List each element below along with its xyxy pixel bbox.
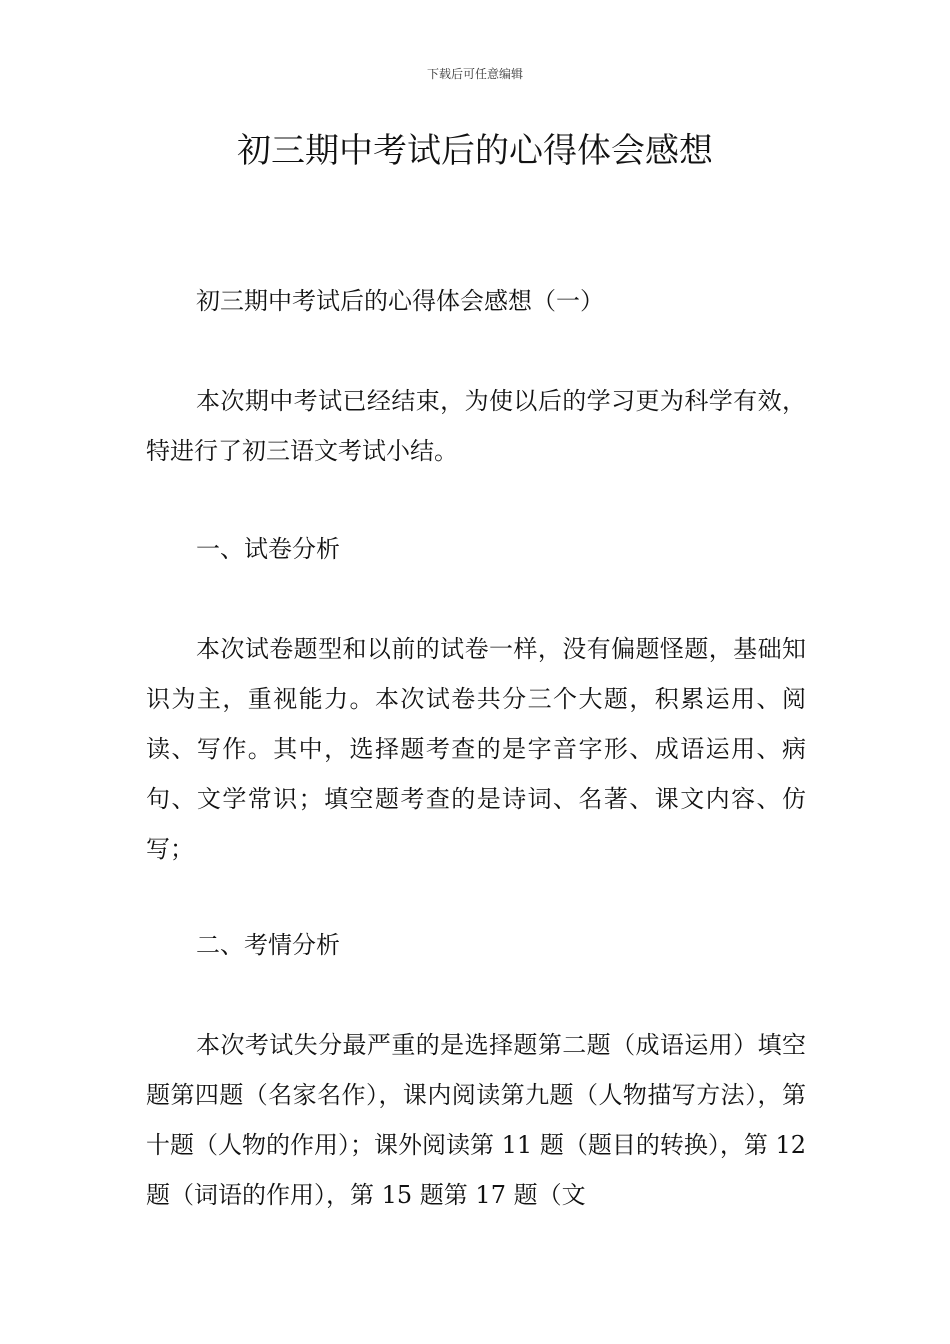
section-heading-part-one: 初三期中考试后的心得体会感想（一） xyxy=(196,287,604,315)
section-heading-exam-analysis: 二、考情分析 xyxy=(196,931,340,959)
paragraph-exam-analysis: 本次考试失分最严重的是选择题第二题（成语运用）填空题第四题（名家名作），课内阅读第九题（人物描写方法），第十题（人物的作用）；课外阅读第 11 题（题目的转换），第 12 题（词语的作用），第 15 题第 17 题（文 xyxy=(146,1031,806,1209)
section-heading-paper-analysis: 一、试卷分析 xyxy=(196,535,340,563)
paragraph-paper-analysis: 本次试卷题型和以前的试卷一样，没有偏题怪题，基础知识为主，重视能力。本次试卷共分三个大题，积累运用、阅读、写作。其中，选择题考查的是字音字形、成语运用、病句、文学常识；填空题考查的是诗词、名著、课文内容、仿写； xyxy=(146,635,806,863)
paragraph-intro: 本次期中考试已经结束，为使以后的学习更为科学有效，特进行了初三语文考试小结。 xyxy=(146,387,806,465)
header-note: 下载后可任意编辑 xyxy=(426,67,523,81)
document-title: 初三期中考试后的心得体会感想 xyxy=(237,131,713,171)
